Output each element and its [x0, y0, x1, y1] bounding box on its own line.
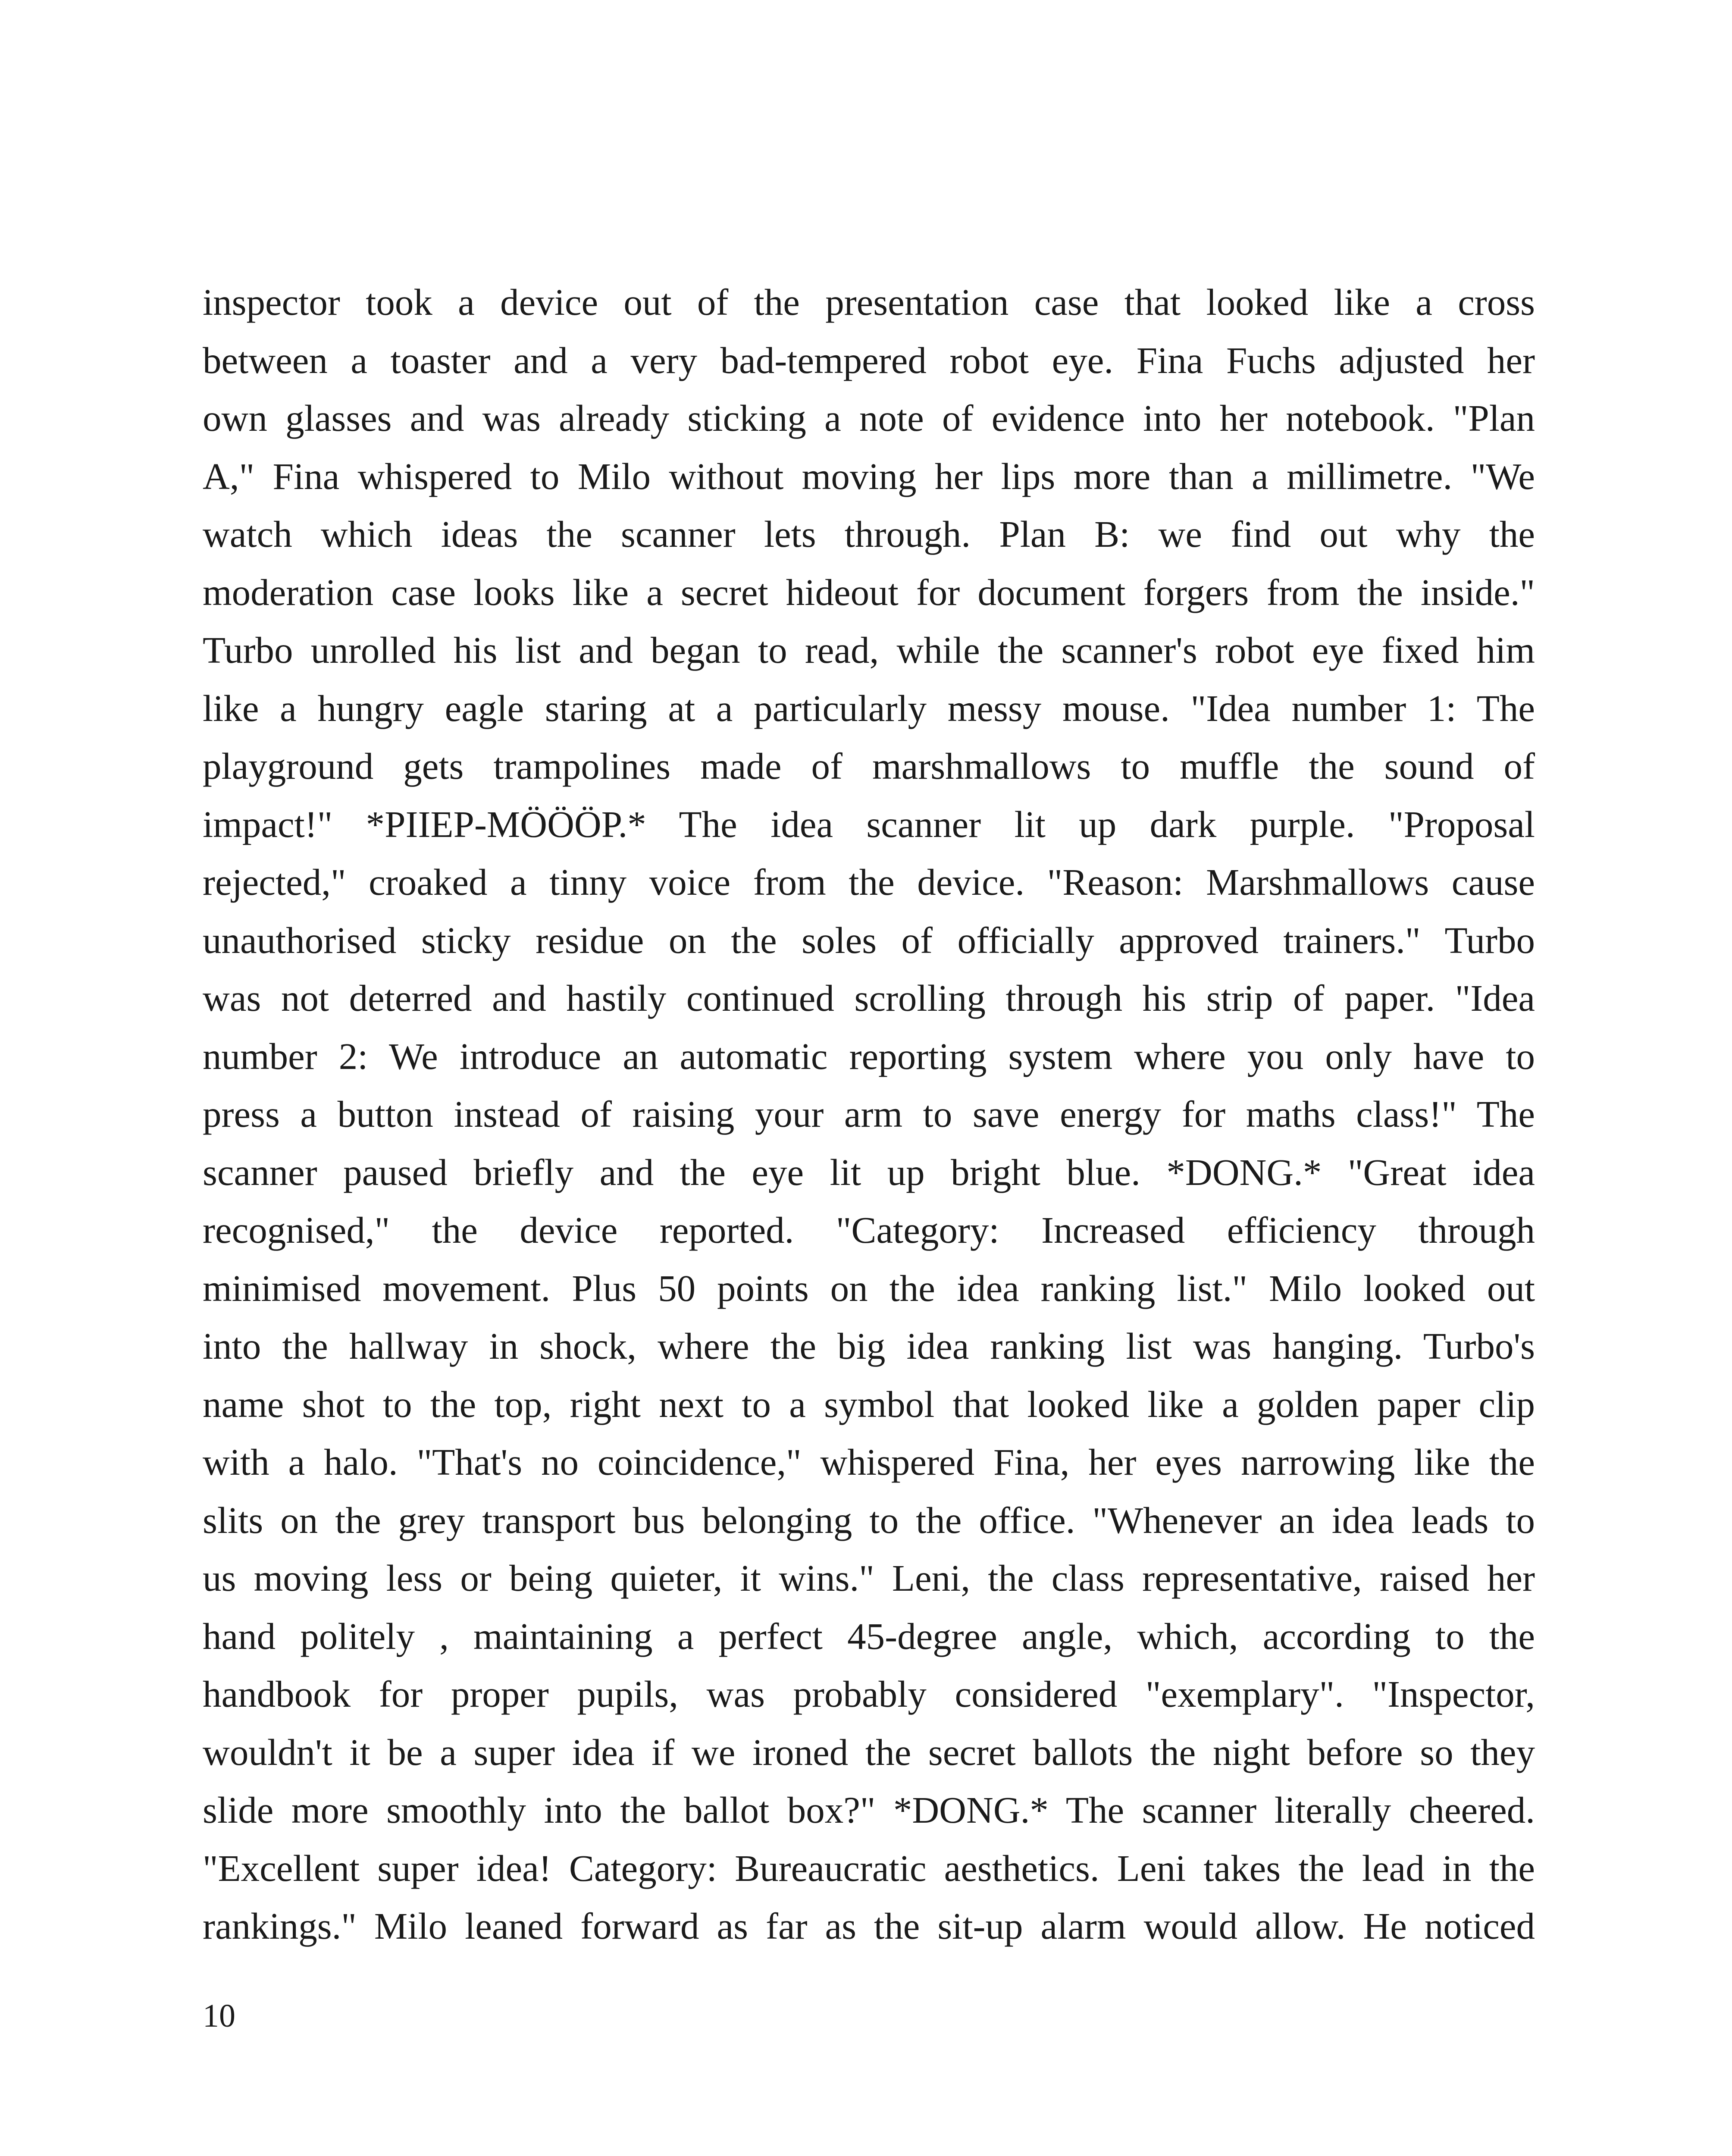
- text-line: unauthorised sticky residue on the soles of officially approved trainers." Turbo: [203, 919, 1535, 961]
- text-line: slits on the grey transport bus belonging to the office. "Whenever an idea leads to: [203, 1499, 1535, 1541]
- text-line: handbook for proper pupils, was probably considered "exemplary". "Inspector,: [203, 1673, 1535, 1715]
- text-line: rankings." Milo leaned forward as far as the sit-up alarm would allow. He noticed: [203, 1905, 1535, 1947]
- text-line: playground gets trampolines made of marshmallows to muffle the sound of: [203, 745, 1535, 787]
- text-line: minimised movement. Plus 50 points on the idea ranking list." Milo looked out: [203, 1267, 1535, 1309]
- text-line: slide more smoothly into the ballot box?" *DONG.* The scanner literally cheered.: [203, 1789, 1535, 1831]
- text-line: own glasses and was already sticking a note of evidence into her notebook. "Plan: [203, 397, 1535, 439]
- text-line: was not deterred and hastily continued scrolling through his strip of paper. "Idea: [203, 977, 1535, 1019]
- text-line: scanner paused briefly and the eye lit up bright blue. *DONG.* "Great idea: [203, 1151, 1535, 1193]
- text-line: watch which ideas the scanner lets through. Plan B: we find out why the: [203, 513, 1535, 555]
- text-line: inspector took a device out of the presentation case that looked like a cross: [203, 281, 1535, 323]
- body-text: [203, 273, 1535, 1955]
- text-line: rejected," croaked a tinny voice from the device. "Reason: Marshmallows cause: [203, 861, 1535, 903]
- text-line: name shot to the top, right next to a symbol that looked like a golden paper clip: [203, 1383, 1535, 1425]
- text-line: like a hungry eagle staring at a particularly messy mouse. "Idea number 1: The: [203, 687, 1535, 729]
- text-line: "Excellent super idea! Category: Bureaucratic aesthetics. Leni takes the lead in the: [203, 1847, 1535, 1889]
- text-line: moderation case looks like a secret hideout for document forgers from the inside.": [203, 571, 1535, 613]
- text-line: us moving less or being quieter, it wins." Leni, the class representative, raised her: [203, 1557, 1535, 1599]
- text-line: hand politely , maintaining a perfect 45-degree angle, which, according to the: [203, 1615, 1535, 1657]
- text-line: number 2: We introduce an automatic reporting system where you only have to: [203, 1035, 1535, 1077]
- text-line: into the hallway in shock, where the big idea ranking list was hanging. Turbo's: [203, 1325, 1535, 1367]
- text-line: press a button instead of raising your arm to save energy for maths class!" The: [203, 1093, 1535, 1135]
- text-line: impact!" *PIIEP-MÖÖÖP.* The idea scanner lit up dark purple. "Proposal: [203, 803, 1535, 845]
- text-line: A," Fina whispered to Milo without moving her lips more than a millimetre. "We: [203, 455, 1535, 497]
- text-line: with a halo. "That's no coincidence," whispered Fina, her eyes narrowing like the: [203, 1441, 1535, 1483]
- page-number: 10: [203, 1998, 235, 2034]
- text-line: between a toaster and a very bad-tempered robot eye. Fina Fuchs adjusted her: [203, 339, 1535, 381]
- text-line: Turbo unrolled his list and began to read, while the scanner's robot eye fixed him: [203, 629, 1535, 671]
- text-line: wouldn't it be a super idea if we ironed the secret ballots the night before so they: [203, 1731, 1535, 1773]
- text-line: recognised," the device reported. "Category: Increased efficiency through: [203, 1209, 1535, 1251]
